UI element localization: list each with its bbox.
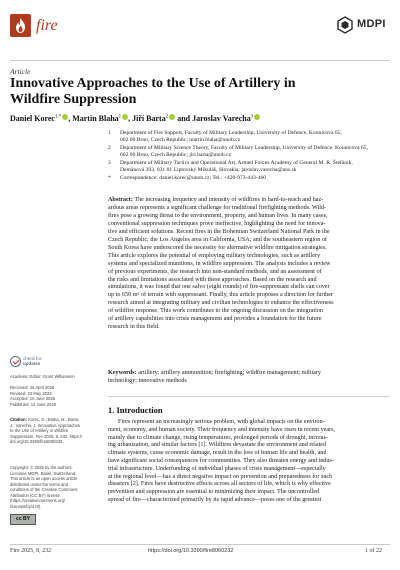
abstract-line: of wildfire response. This work contributes to the ongoing discussion on the integration	[108, 308, 323, 315]
author-list: Daniel Korec$^{1,*}$ , Martin Blaha$^1$ , Jiří Barta$^2$ and Jaroslav Varecha$^3$	[10, 114, 260, 123]
body-line: ing urbanization, and similar factors [1]. Wildfires devastate the environment and related	[108, 442, 327, 449]
author-name[interactable]: Martin Blaha$^1$	[72, 114, 128, 123]
abstract-line: of previous experiments, the research into non-standard methods, and an assessment of	[108, 268, 322, 275]
affiliation-item: 3 Department of Military Tactics and Operational Art, Armed Forces Academy of General M. R. Štefánik, Demänová 393, 031 01 Liptovský Mikuláš, Slovakia; jaroslav.varecha@aos.sk	[108, 160, 353, 173]
abstract-line: of artillery capabilities into crisis management and provides a foundation for the future	[108, 316, 322, 323]
copyright-block: Copyright: © 2025 by the authors. Licensee MDPI, Basel, Switzerland. This article is an open access article distributed under the terms and conditions of the Creative Commons Attribution (CC BY) license (https://creativecommons.org/ licenses/by/4.0/).	[10, 465, 100, 509]
abstract-line: research aimed at integrating military and civilian technologies to enhance the effectiveness	[108, 300, 334, 307]
date-line: Published: 12 June 2025	[10, 401, 57, 407]
date-line: Revised: 23 May 2025	[10, 390, 52, 396]
body-line: ment, economy, and human society. Their frequency and intensity have risen in recent years,	[108, 426, 336, 433]
journal-logo[interactable]	[10, 14, 31, 37]
correspondence: * Correspondence: daniel.korec@unob.cz; Tel.: +420-973-443-460	[108, 175, 267, 181]
journal-name[interactable]: fire	[36, 17, 58, 34]
mdpi-logo[interactable]	[336, 16, 386, 34]
keywords-divider	[108, 396, 390, 397]
footer-doi-link[interactable]: https://doi.org/10.3390/fire8060232	[148, 548, 234, 554]
abstract-line: South Korea have underscored the necessity for alternative wildfire mitigation strategies.	[108, 244, 327, 251]
body-line: spread of fire—characterized primarily by its rapid advance—poses one of the greatest	[108, 496, 322, 503]
mdpi-hex-icon	[336, 16, 354, 34]
abstract: Abstract: The increasing frequency and intensity of wildfires in hard-to-reach and haz- ardous areas represents a significant challenge for traditional firefighting methods. Wild- fires pose a growing threat to the environment, property, and human lives. In many cases, conventional suppression techniques prove ineffective, highlighting the need for innova- tive and efficient solutions. Recent fires in the Bohemian Switzerland National Park in the Czech Republic; the Los Angeles area in California, USA; and the southeastern region of South Korea have underscored the necessity for alternative wildfire mitigation strategies. This article explores the potential of employing military technologies, such as artillery systems and specialized munitions, in wildfire suppression. The analysis includes a review of previous experiments, the research into non-standard methods, and an assessment of the risks and limitations associated with these approaches. Based on the research and simulations, it was found that one salvo (eight rounds) of fire-suppressant shells can cover up to 650 m² of terrain with suppressant. Finally, this article proposes a direction for further research aimed at integrating military and civilian technologies to enhance the effectiveness of wildfire response. This work contributes to the ongoing discussion on the integration of artillery capabilities into crisis management and provides a foundation for the future research in this field.	[108, 197, 391, 332]
affiliation-item: 1 Department of Fire Support, Faculty of Military Leadership, University of Defence, Kounicova 65, 602 00 Brno, Czech Republic; martin.blaha@unob.cz	[108, 130, 342, 143]
abstract-line: systems and specialized munitions, in wildfire suppression. The analysis includes a review	[108, 260, 331, 267]
affiliations	[108, 130, 390, 183]
article-type: Article	[10, 67, 31, 76]
author-name[interactable]: Daniel Korec$^{1,*}$	[10, 114, 68, 123]
journal-header	[0, 0, 400, 62]
abstract-line: research in this field.	[108, 324, 160, 331]
body-line: climate systems, cause economic damage, result in the loss of human life and health, and	[108, 450, 327, 457]
publication-dates	[10, 385, 100, 407]
body-line: trial infrastructure. Underfunding of individual phases of crisis management—especially	[108, 465, 326, 472]
abstract-line: fires pose a growing threat to the environment, property, and human lives. In many cases,	[108, 212, 328, 219]
body-line: have significant social consequences for communities. They also threaten energy and indus-	[108, 457, 334, 464]
abstract-line: simulations, it was found that one salvo (eight rounds) of fire-suppressant shells can cover	[108, 284, 330, 291]
check-updates-icon	[10, 356, 21, 367]
abstract-line: Czech Republic; the Los Angeles area in California, USA; and the southeastern region of	[108, 236, 327, 243]
affiliation-item: 2 Department of Military Science Theory, Faculty of Military Leadership, University of Defence, Kounicova 65, 602 00 Brno, Czech Republic; jiri.barta@unob.cz	[108, 145, 368, 158]
page-number: 1 of 22	[365, 548, 382, 554]
flame-icon	[13, 17, 28, 34]
orcid-icon[interactable]	[62, 114, 68, 120]
abstract-line: This article explores the potential of employing military technologies, such as artillery	[108, 252, 321, 259]
orcid-icon[interactable]	[169, 114, 175, 120]
body-line: at the regional level—has a direct negative impact on prevention and preparedness for such	[108, 473, 333, 480]
footer-divider	[10, 544, 390, 545]
keywords-label: Keywords:	[108, 370, 137, 376]
orcid-icon[interactable]	[254, 114, 260, 120]
abstract-line: conventional suppression techniques prove ineffective, highlighting the need for innova-	[108, 220, 326, 227]
citation-block: Citation: Korec, D.; Blaha, M.; Barta, J.; Varecha, J. Innovative Approaches to the Use of Artillery in Wildfire Suppression. Fire 2025, 8, 232. https:// doi.org/10.3390/fire8060232	[10, 417, 100, 445]
citation-doi-link[interactable]: doi.org/10.3390/fire8060232	[10, 439, 63, 444]
date-line: Received: 25 April 2025	[10, 385, 55, 390]
header-divider	[10, 60, 390, 61]
abstract-label: Abstract:	[108, 197, 133, 203]
license-link[interactable]: (https://creativecommons.org/	[10, 498, 66, 503]
footer-citation: Fire 2025, 8, 232	[10, 548, 52, 554]
body-line: mainly due to climate change, rising temperatures, prolonged periods of drought, increas-	[108, 434, 328, 441]
check-for-updates-button[interactable]: check for updates	[10, 356, 48, 370]
abstract-line: up to 650 m² of terrain with suppressant. Finally, this article proposes a direction for further	[108, 292, 334, 299]
section-heading: 1. Introduction	[108, 405, 163, 415]
body-line: Fires represent an increasingly serious problem, with global impacts on the environ-	[118, 419, 325, 425]
orcid-icon[interactable]	[122, 114, 128, 120]
author-name[interactable]: Jaroslav Varecha$^3$	[192, 114, 260, 123]
publisher-name: MDPI	[357, 18, 386, 30]
abstract-line: ardous areas represents a significant challenge for traditional firefighting methods. Wild-	[108, 204, 327, 211]
body-line: disasters [2]. Fires have destructive effects across all sectors of life, which is why effective	[108, 481, 331, 488]
abstract-line: the risks and limitations associated with these approaches. Based on the research and	[108, 276, 317, 283]
author-name[interactable]: Jiří Barta$^2$	[132, 114, 175, 123]
license-link[interactable]: licenses/by/4.0/).	[10, 503, 42, 509]
title-line: Wildfire Suppression	[10, 92, 137, 107]
abstract-line: tive and efficient solutions. Recent fires in the Bohemian Switzerland National Park in the	[108, 228, 330, 235]
keywords: Keywords: artillery; artillery ammunition; firefighting; wildfire management; military technology; innovative methods	[108, 370, 391, 386]
title-line: Innovative Approaches to the Use of Artillery in	[10, 76, 296, 91]
academic-editor: Academic Editor: Grant Williamson	[10, 374, 75, 379]
introduction-body	[108, 419, 391, 505]
body-line: prevention and suppression are essential to minimizing their impact. The uncontrolled	[108, 489, 320, 496]
cc-by-license-icon[interactable]: cc BY	[10, 514, 36, 525]
article-title	[10, 76, 390, 108]
date-line: Accepted: 10 June 2025	[10, 396, 56, 401]
keywords-line: technology; innovative methods	[108, 377, 187, 384]
